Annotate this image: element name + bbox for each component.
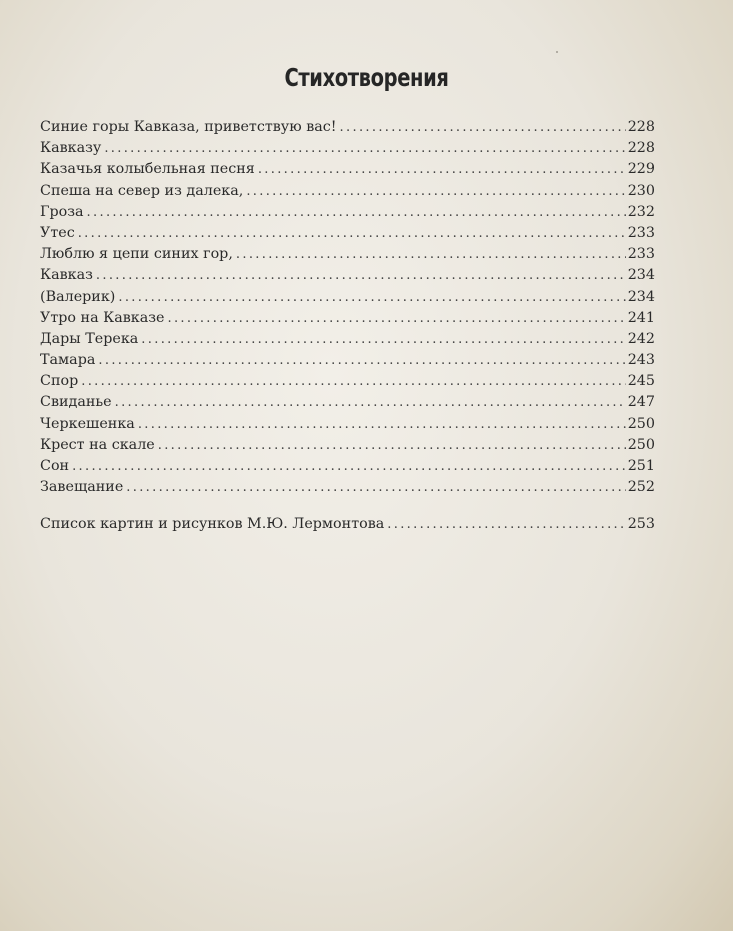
toc-entry xyxy=(40,308,655,329)
toc-entry-title: Синие горы Кавказа, приветствую вас! xyxy=(40,119,337,135)
toc-entry-title: Кавказ xyxy=(40,267,93,284)
dot-leader xyxy=(118,287,625,308)
toc-entry xyxy=(40,414,655,435)
dot-leader xyxy=(78,223,626,244)
dot-leader xyxy=(87,202,626,223)
toc-entry xyxy=(40,350,655,371)
toc-entry-title: Утес xyxy=(40,224,75,241)
toc-entry-page: 250 xyxy=(627,436,655,453)
toc-entry xyxy=(40,117,655,138)
dot-leader xyxy=(168,308,626,329)
dot-leader xyxy=(96,265,626,286)
dot-leader xyxy=(158,435,626,456)
toc-entry-page: 234 xyxy=(627,288,655,305)
toc-entry-illustrations-list xyxy=(40,514,655,535)
dot-leader xyxy=(141,329,625,350)
toc-entry-title: Крест на скале xyxy=(40,436,155,453)
toc-entry-title: Сон xyxy=(40,458,70,474)
dot-leader xyxy=(258,159,626,180)
toc-entry-page: 229 xyxy=(627,161,655,178)
toc-entry-page: 230 xyxy=(627,182,655,199)
toc-entry-title: Список картин и рисунков М.Ю. Лермонтова xyxy=(40,516,385,532)
toc-entry-page: 228 xyxy=(627,140,655,157)
toc-entry-page: 250 xyxy=(627,415,655,432)
toc-entry-title: Спор xyxy=(40,373,79,390)
toc-entry xyxy=(40,159,655,180)
toc-entry-title: (Валерик) xyxy=(40,288,116,305)
toc-entry-title: Завещание xyxy=(40,479,124,496)
toc-entry xyxy=(40,181,655,202)
toc-entry xyxy=(40,244,655,265)
toc-entry xyxy=(40,392,655,413)
dot-leader xyxy=(81,371,625,392)
toc-entry-title: Спеша на север из далека, xyxy=(40,182,244,199)
toc-entry-page: 241 xyxy=(627,309,655,326)
toc-entry-page: 243 xyxy=(627,352,655,369)
toc-entry-page: 251 xyxy=(627,458,655,474)
toc-entry-title: Кавказу xyxy=(40,140,102,157)
toc-entry xyxy=(40,138,655,159)
dot-leader xyxy=(236,244,626,265)
toc-entry-page: 232 xyxy=(627,203,655,220)
toc-entry-title: Гроза xyxy=(40,203,84,220)
dot-leader xyxy=(98,350,625,371)
toc-entry-title: Казачья колыбельная песня xyxy=(40,161,255,178)
toc-entry xyxy=(40,456,655,477)
toc-entry-page: 252 xyxy=(627,479,655,496)
toc-entry-title: Утро на Кавказе xyxy=(40,309,165,326)
toc-entry-title: Тамара xyxy=(40,352,96,369)
dot-leader xyxy=(72,456,626,477)
dot-leader xyxy=(138,414,626,435)
toc-entry-page: 253 xyxy=(627,516,655,532)
toc-entry xyxy=(40,371,655,392)
dot-leader xyxy=(387,514,625,535)
toc-entry-page: 247 xyxy=(627,394,655,411)
paper-speck xyxy=(556,51,558,53)
toc-entry-title: Дары Терека xyxy=(40,330,139,347)
toc-entry-page: 242 xyxy=(627,330,655,347)
toc-entry xyxy=(40,435,655,456)
toc-entry-title: Люблю я цепи синих гор, xyxy=(40,246,233,263)
dot-leader xyxy=(104,138,625,159)
toc-entry xyxy=(40,202,655,223)
toc-entry-title: Свиданье xyxy=(40,394,112,411)
toc-entry xyxy=(40,223,655,244)
toc-entry xyxy=(40,287,655,308)
toc-entry-title: Черкешенка xyxy=(40,415,135,432)
toc-entry-page: 233 xyxy=(627,246,655,263)
toc-entry xyxy=(40,477,655,498)
dot-leader xyxy=(126,477,625,498)
dot-leader xyxy=(246,181,625,202)
table-of-contents xyxy=(40,117,655,498)
toc-entry xyxy=(40,329,655,350)
dot-leader xyxy=(115,392,626,413)
page-title: Стихотворения xyxy=(284,63,449,92)
table-of-contents-appendix xyxy=(40,514,655,535)
toc-entry xyxy=(40,265,655,286)
toc-entry-page: 234 xyxy=(627,267,655,284)
toc-entry-page: 228 xyxy=(627,119,655,135)
toc-entry-page: 245 xyxy=(627,373,655,390)
dot-leader xyxy=(340,117,626,138)
toc-entry-page: 233 xyxy=(627,224,655,241)
